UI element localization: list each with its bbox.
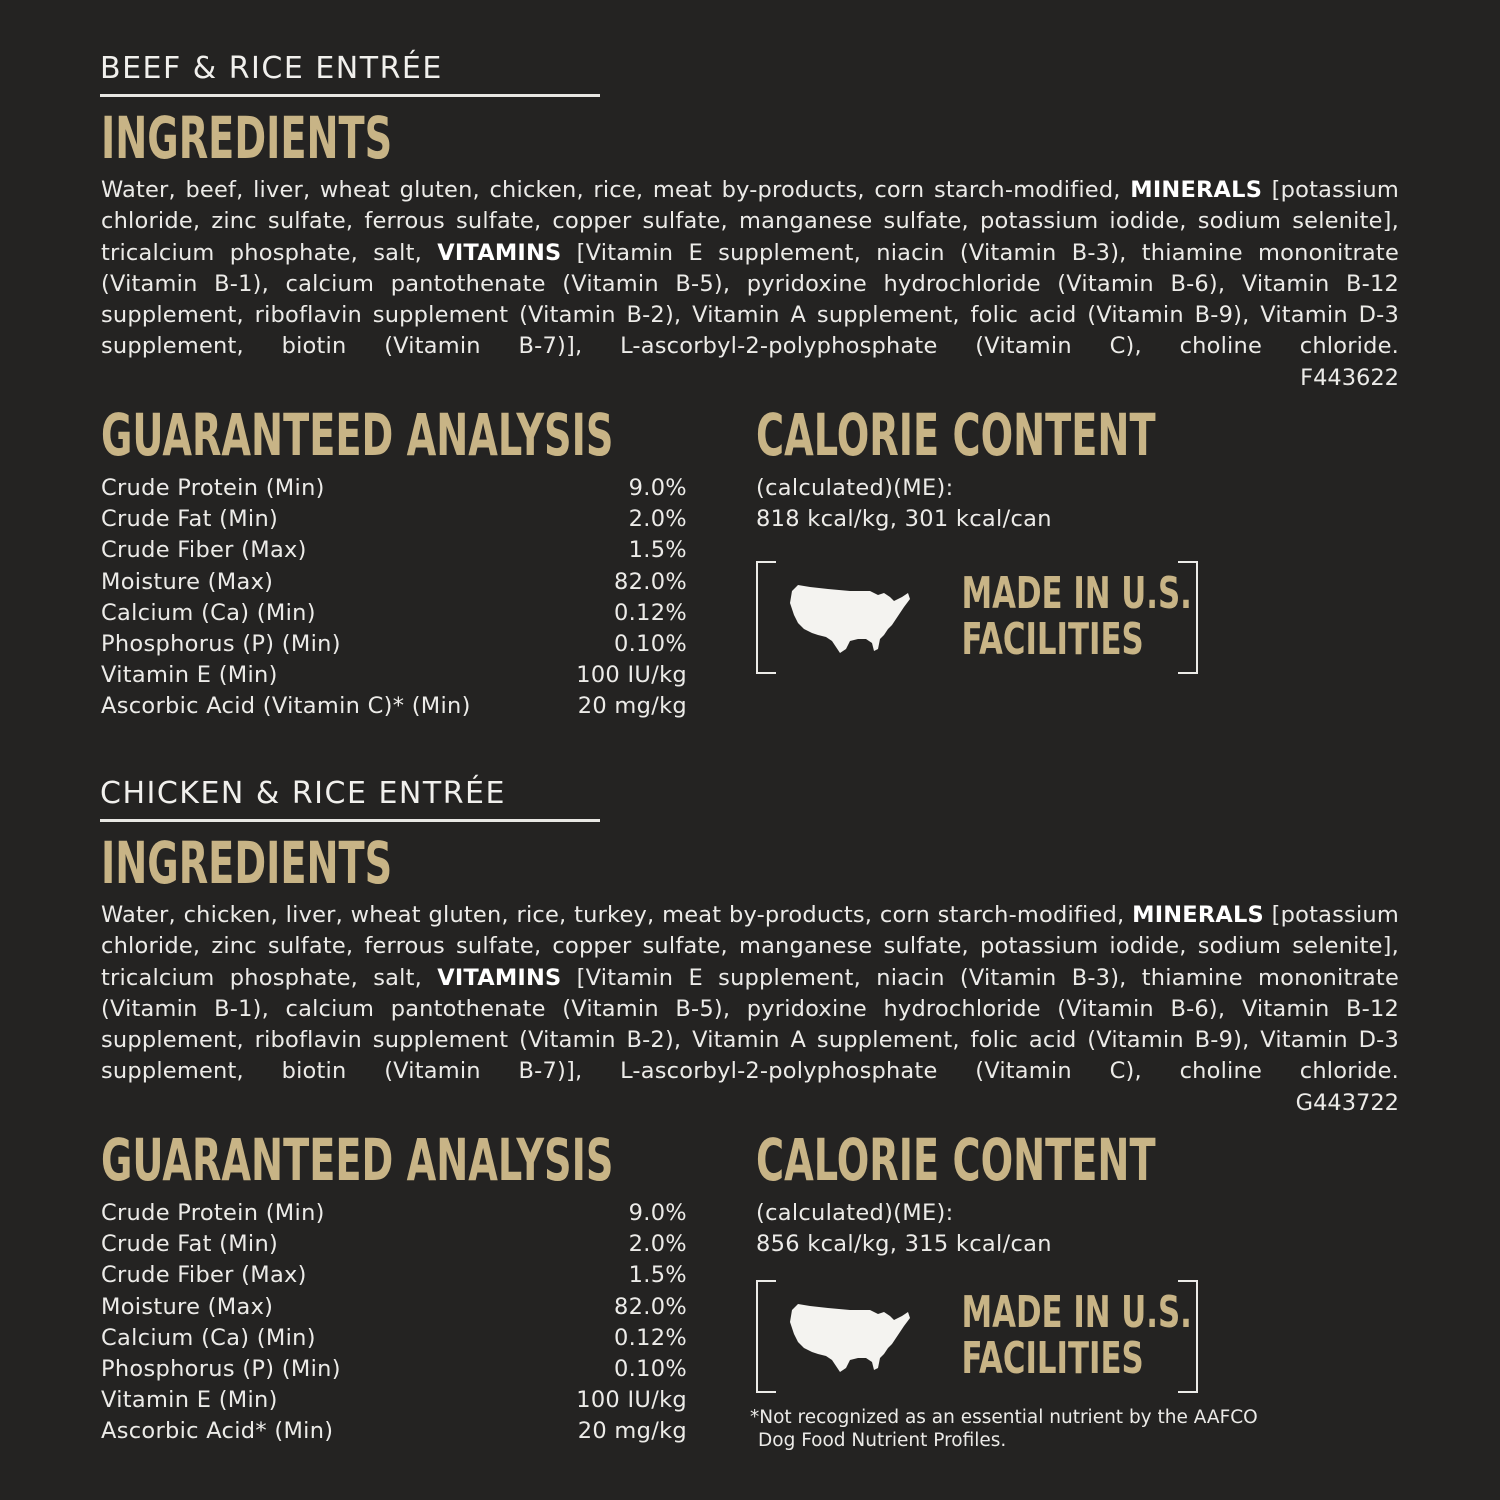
minerals-label: MINERALS <box>1130 177 1263 203</box>
badge-text: MADE IN U.S. FACILITIES <box>961 568 1192 665</box>
calorie-method: (calculated)(ME): <box>756 1200 954 1226</box>
analysis-row: Calcium (Ca) (Min) 0.12% <box>101 1324 687 1351</box>
analysis-row: Vitamin E (Min) 100 IU/kg <box>101 1387 687 1414</box>
guaranteed-analysis-heading: GUARANTEED ANALYSIS <box>101 1126 614 1194</box>
analysis-row: Crude Fiber (Max) 1.5% <box>101 537 687 564</box>
ingredients-text: Water, chicken, liver, wheat gluten, rice, turkey, meat by-products, corn starch-modified, MINERALS [potassium chloride, zinc sulfate, ferrous sulfate, copper sulfate, manganese sulfate, potassium iodide, sodium selenite], tricalcium phosphate, salt, VITAMINS [Vitamin E supplement, niacin (Vitamin B-3), thiamine mononitrate (Vitamin B-1), calcium pantothenate (Vitamin B-5), pyridoxine hydrochloride (Vitamin B-6), Vitamin B-12 supplement, riboflavin supplement (Vitamin B-2), Vitamin A supplement, folic acid (Vitamin B-9), Vitamin D-3 supplement, biotin (Vitamin B-7)], L-ascorbyl-2-polyphosphate (Vitamin C), choline chloride. <box>101 902 1399 1085</box>
made-in-usa-badge <box>756 561 1198 674</box>
bracket-left <box>756 1280 776 1393</box>
badge-text: MADE IN U.S. FACILITIES <box>961 1287 1192 1384</box>
usa-map-icon <box>788 579 912 657</box>
vitamins-label: VITAMINS <box>437 964 562 991</box>
product-code: G443722 <box>1295 1090 1399 1116</box>
ingredients-heading: INGREDIENTS <box>101 829 393 897</box>
calorie-content-heading: CALORIE CONTENT <box>756 401 1156 469</box>
analysis-row: Crude Fiber (Max) 1.5% <box>101 1262 687 1289</box>
analysis-row: Phosphorus (P) (Min) 0.10% <box>101 1356 687 1383</box>
product-title: CHICKEN & RICE ENTRÉE <box>100 776 506 811</box>
calorie-value: 818 kcal/kg, 301 kcal/can <box>756 506 1052 533</box>
analysis-row: Moisture (Max) 82.0% <box>101 568 687 595</box>
analysis-table <box>101 1198 687 1448</box>
vitamins-label: VITAMINS <box>437 239 562 266</box>
analysis-row: Ascorbic Acid* (Min) 20 mg/kg <box>101 1418 687 1445</box>
minerals-label: MINERALS <box>1132 902 1264 928</box>
analysis-row: Moisture (Max) 82.0% <box>101 1293 687 1320</box>
title-divider <box>100 94 600 97</box>
analysis-row: Vitamin E (Min) 100 IU/kg <box>101 662 687 689</box>
analysis-table <box>101 473 687 723</box>
usa-map-icon <box>788 1298 912 1376</box>
analysis-row: Crude Protein (Min) 9.0% <box>101 475 687 501</box>
calorie-content <box>756 473 1052 535</box>
analysis-row: Ascorbic Acid (Vitamin C)* (Min) 20 mg/kg <box>101 693 687 720</box>
analysis-row: Calcium (Ca) (Min) 0.12% <box>101 599 687 626</box>
analysis-row: Crude Protein (Min) 9.0% <box>101 1200 687 1226</box>
title-divider <box>100 819 600 822</box>
ingredients-heading: INGREDIENTS <box>101 104 393 172</box>
analysis-row: Phosphorus (P) (Min) 0.10% <box>101 631 687 658</box>
product-code: F443622 <box>1300 365 1399 391</box>
calorie-value: 856 kcal/kg, 315 kcal/can <box>756 1231 1052 1258</box>
calorie-method: (calculated)(ME): <box>756 475 954 501</box>
calorie-content-heading: CALORIE CONTENT <box>756 1126 1156 1194</box>
analysis-row: Crude Fat (Min) 2.0% <box>101 506 687 533</box>
made-in-usa-badge <box>756 1280 1198 1393</box>
bracket-left <box>756 561 776 674</box>
calorie-content <box>756 1198 1052 1260</box>
guaranteed-analysis-heading: GUARANTEED ANALYSIS <box>101 401 614 469</box>
ingredients-text: Water, beef, liver, wheat gluten, chicken, rice, meat by-products, corn starch-modified, MINERALS [potassium chloride, zinc sulfate, ferrous sulfate, copper sulfate, manganese sulfate, potassium iodide, sodium selenite], tricalcium phosphate, salt, VITAMINS [Vitamin E supplement, niacin (Vitamin B-3), thiamine mononitrate (Vitamin B-1), calcium pantothenate (Vitamin B-5), pyridoxine hydrochloride (Vitamin B-6), Vitamin B-12 supplement, riboflavin supplement (Vitamin B-2), Vitamin A supplement, folic acid (Vitamin B-9), Vitamin D-3 supplement, biotin (Vitamin B-7)], L-ascorbyl-2-polyphosphate (Vitamin C), choline chloride. <box>101 177 1399 360</box>
product-title: BEEF & RICE ENTRÉE <box>100 51 443 86</box>
footnote: *Not recognized as an essential nutrient by the AAFCO Dog Food Nutrient Profiles. <box>750 1407 1258 1451</box>
analysis-row: Crude Fat (Min) 2.0% <box>101 1231 687 1258</box>
